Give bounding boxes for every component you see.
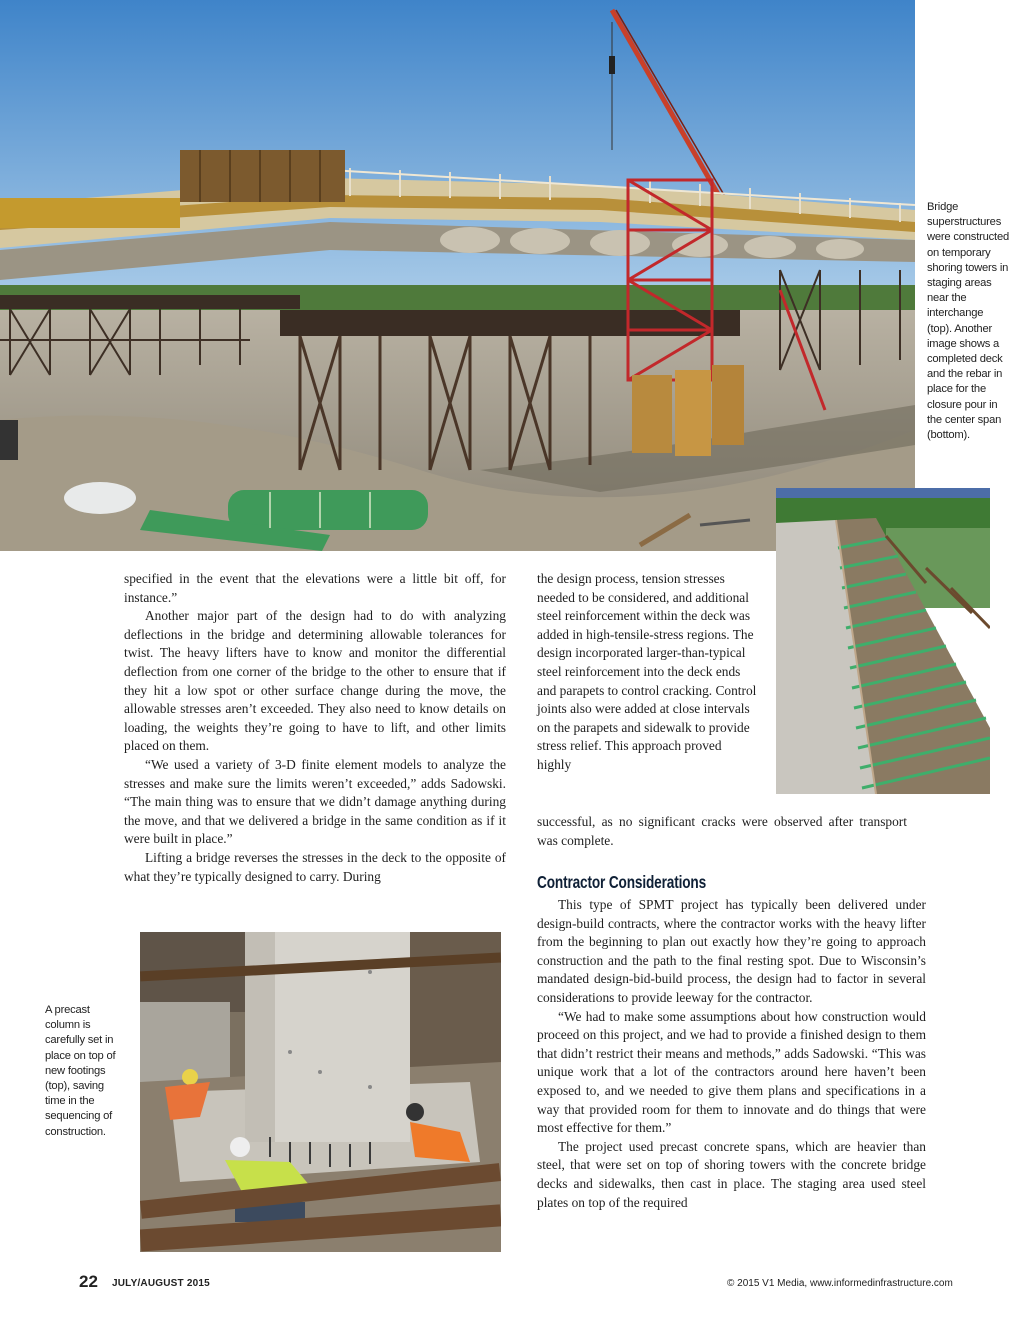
paragraph: specified in the event that the elevations were a little bit off, for instance.” [124, 571, 506, 605]
issue-date: JULY/AUGUST 2015 [112, 1278, 210, 1289]
precast-column-illustration [140, 932, 501, 1252]
photo-bridge-superstructure [0, 0, 915, 551]
photo-completed-deck [776, 488, 990, 794]
caption-left: A precast column is carefully set in place on top of new footings (top), saving time in the sequencing of construction. [45, 1004, 116, 1138]
photo-precast-column [140, 932, 501, 1252]
caption-top: Bridge superstructures were constructed on temporary shoring towers in staging areas near the interchange (top). Another image shows a completed deck and the rebar in place for the closure pour in the center span (bottom). [927, 201, 1009, 442]
body-column-right-top [537, 570, 759, 775]
paragraph: “We had to make some assumptions about how construction would proceed on this project, and we had to provide a finished design to them that didn’t restrict their means and methods,” adds Sadowski. “This was unique work that a lot of the contractors around here haven’t been exposed to, and we needed to give them plans and specifications in a way that provided room for them to innovate and do things that were most effective for them.” [537, 1008, 926, 1136]
paragraph: The project used precast concrete spans, which are heavier than steel, that were set on top of shoring towers with the concrete bridge decks and sidewalks, then cast in place. The staging area used steel plates on top of the required [537, 1138, 926, 1210]
body-column-left [124, 570, 506, 886]
paragraph: the design process, tension stresses needed to be considered, and additional steel reinforcement within the deck was added in high-tensile-stress regions. The design incorporated larger-than-typical steel reinforcement into the deck ends and parapets to control cracking. Control joints also were added at close intervals on the parapets and sidewalk to provide stress relief. This approach proved highly [537, 571, 757, 772]
paragraph: “We used a variety of 3-D finite element models to analyze the stresses and make sure the limits weren’t exceeded,” adds Sadowski. “The main thing was to ensure that we didn’t damage anything during the move, and that we delivered a bridge in the same condition as if it were built in place.” [124, 756, 506, 847]
body-column-right [537, 896, 926, 1212]
paragraph: Lifting a bridge reverses the stresses in the deck to the opposite of what they’re typically designed to carry. During [124, 849, 506, 884]
page-number: 22 [79, 1272, 98, 1291]
paragraph: Another major part of the design had to do with analyzing deflections in the bridge and determining allowable tolerances for twist. The heavy lifters have to know and monitor the differential deflection from one corner of the bridge to the other to ensure that if they hit a low spot or other surface change during the move, the allowable stresses aren’t exceeded. They also need to know details on loading, the weights they’re going to have to lift, and other limits placed on them. [124, 608, 506, 754]
body-column-right-top-end [537, 813, 907, 850]
completed-deck-illustration [776, 488, 990, 794]
copyright: © 2015 V1 Media, www.informedinfrastructure.com [727, 1278, 953, 1289]
paragraph: This type of SPMT project has typically been delivered under design-build contracts, where the contractor works with the heavy lifter from the beginning to plan out exactly how they’re going to approach construction and the path to the final resting spot. Due to Wisconsin’s mandated design-bid-build process, the design had to factor in several considerations to provide leeway for the contractor. [537, 897, 926, 1005]
paragraph: successful, as no significant cracks were observed after transport was complete. [537, 814, 907, 848]
bridge-superstructure-illustration [0, 0, 915, 551]
section-heading: Contractor Considerations [537, 872, 707, 892]
